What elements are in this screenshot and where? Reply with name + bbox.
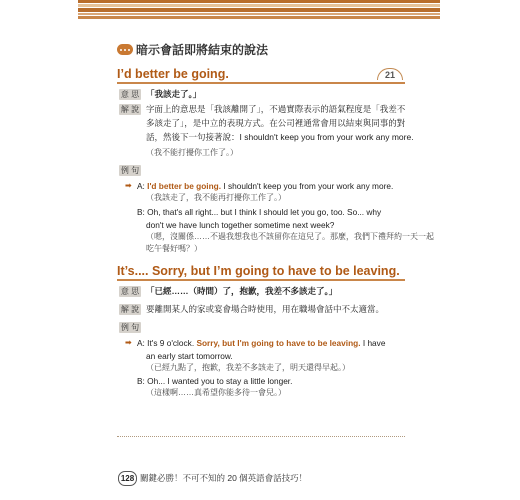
explain-line: 話，然後下一句接著說：I shouldn't keep you from your work any more. (146, 132, 414, 142)
example-b: B: Oh, that's all right... but I think I should let you go, too. So... why (137, 207, 382, 217)
top-stripe (78, 16, 440, 19)
example-b: don't we have lunch together sometime next week? (146, 220, 335, 230)
top-stripe (78, 4, 440, 7)
top-stripe (78, 13, 440, 15)
explain-line: 要離開某人的家或宴會場合時使用，用在職場會話中不太適當。 (146, 304, 385, 314)
explain-line: 多該走了」，是中立的表現方式。在公司裡通常會用以結束與同事的對 (146, 118, 406, 128)
arrow-icon: ➡ (125, 338, 132, 347)
example-tag: 例 句 (120, 323, 140, 332)
example-b-translation: 吃午餐好嗎？） (146, 244, 202, 253)
highlight-phrase: Sorry, but I'm going to have to be leaving. (196, 338, 361, 348)
top-stripe (78, 0, 440, 3)
phrase-title: It’s.... Sorry, but I’m going to have to be leaving. (117, 264, 400, 278)
example-a: A: It's 9 o'clock. Sorry, but I'm going to have to be leaving. I have (137, 338, 386, 348)
page-tab: 21 (377, 68, 403, 80)
example-b-translation: （這樣啊……真希望你能多待一會兒。） (146, 388, 286, 397)
section-header (117, 41, 268, 58)
meaning-text: 「我該走了。」 (146, 89, 202, 99)
explain-translation: （我不能打擾你工作了。） (146, 148, 238, 157)
example-a-translation: （已經九點了，抱歉，我差不多該走了，明天還得早起。） (146, 363, 350, 372)
example-a-translation: （我該走了，我不能再打擾你工作了。） (146, 193, 286, 202)
phrase-title: I’d better be going. (117, 67, 229, 81)
page-number: 128 (118, 471, 137, 486)
top-stripe (78, 8, 440, 12)
section-heading: 暗示會話即將結束的說法 (136, 43, 269, 57)
dotted-divider (117, 436, 405, 437)
meaning-tag: 意 思 (120, 287, 140, 296)
footer-text: 關鍵必勝！不可不知的 20 個英語會話技巧！ (140, 473, 308, 483)
meaning-text: 「已經……（時間）了，抱歉，我差不多該走了。」 (146, 286, 338, 296)
example-tag: 例 句 (120, 166, 140, 175)
title-rule (117, 279, 405, 281)
explain-line: 字面上的意思是「我該離開了」，不過實際表示的語氣程度是「我差不 (146, 104, 406, 114)
example-a: an early start tomorrow. (146, 351, 233, 361)
highlight-phrase: I'd better be going. (147, 181, 222, 191)
explain-tag: 解 說 (120, 105, 140, 114)
meaning-tag: 意 思 (120, 90, 140, 99)
explain-tag: 解 說 (120, 305, 140, 314)
title-rule (117, 82, 405, 84)
example-b: B: Oh... I wanted you to stay a little longer. (137, 376, 293, 386)
dots-icon (117, 44, 133, 55)
example-a: A: I'd better be going. I shouldn't keep you from your work any more. (137, 181, 394, 191)
example-b-translation: （嗯，沒關係……不過我想我也不該留你在這兒了。那麼，我們下禮拜約一天一起 (146, 232, 434, 241)
arrow-icon: ➡ (125, 181, 132, 190)
